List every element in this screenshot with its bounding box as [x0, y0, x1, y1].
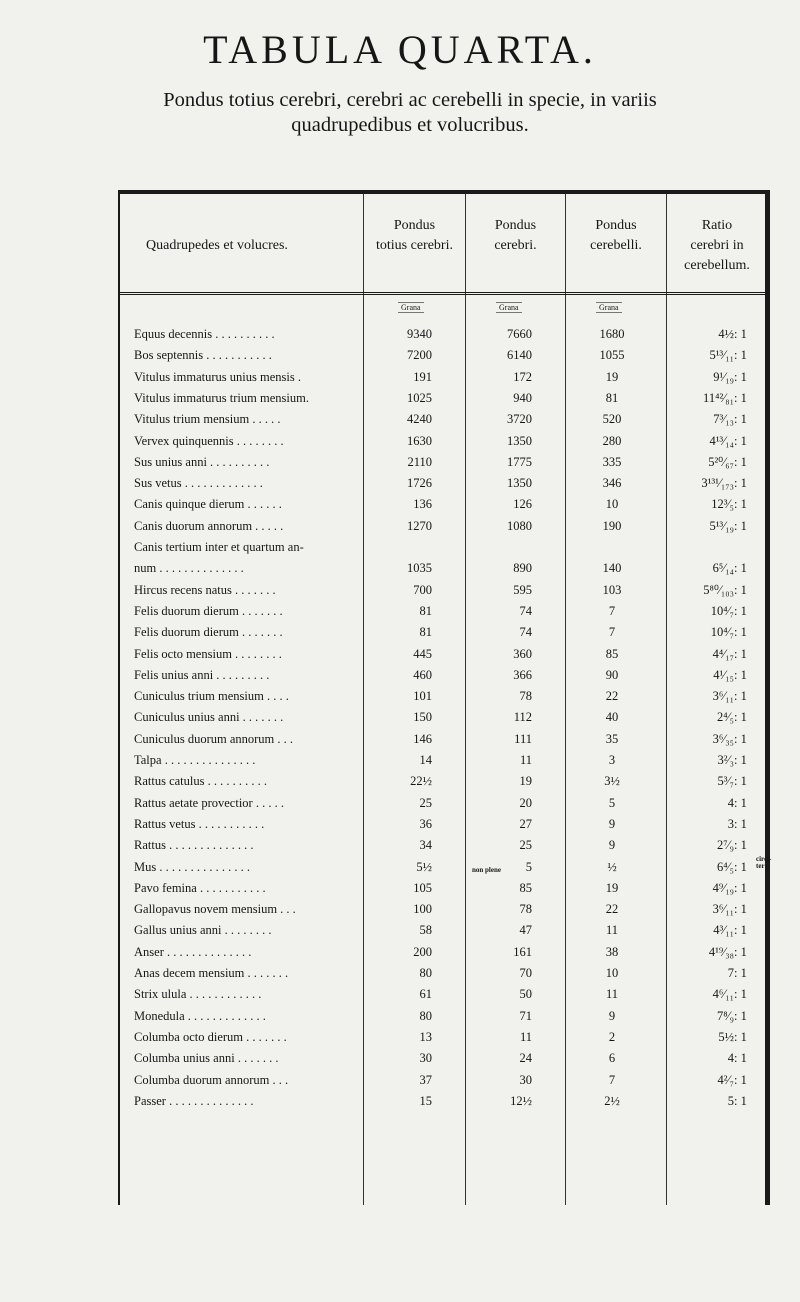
table-row [120, 539, 768, 562]
cell-name: Cuniculus trium mensium . . . . [134, 689, 289, 704]
cell-ratio-to: : 1 [734, 1008, 747, 1023]
cell-ratio-to: : 1 [734, 369, 747, 384]
cell-ratio-to: : 1 [734, 816, 747, 831]
table-row [120, 752, 768, 775]
cell-ratio: 4 [727, 1051, 734, 1066]
cell-ratio: 6⁵⁄₁₄ [712, 561, 734, 576]
cell-cerebellum: 9 [608, 838, 616, 853]
cell-ratio: 3⁶⁄₁₁ [712, 689, 734, 704]
cell-name: Rattus vetus . . . . . . . . . . . [134, 816, 265, 831]
unit-label: Grana [596, 302, 622, 313]
cell-ratio-to: : 1 [734, 689, 747, 704]
cell-name: Sus vetus . . . . . . . . . . . . . [134, 476, 263, 491]
cell-total: 61 [419, 987, 432, 1002]
cell-ratio-to: : 1 [734, 753, 747, 767]
cell-cerebellum: 103 [602, 582, 622, 597]
cell-total: 37 [419, 1072, 432, 1087]
cell-total: 100 [413, 902, 432, 917]
cell-total: 191 [413, 369, 432, 384]
table-row [120, 795, 768, 818]
table-row [120, 688, 768, 711]
cell-total: 700 [413, 582, 432, 597]
cell-ratio: 4 [727, 795, 734, 810]
cell-cerebrum: 20 [519, 795, 532, 810]
cell-cerebrum: 19 [519, 774, 532, 789]
cell-total: 81 [419, 625, 432, 640]
cell-cerebellum: ½ [607, 859, 617, 874]
cell-total: 1270 [407, 518, 432, 533]
cell-ratio: 4½ [718, 327, 734, 341]
cell-cerebellum: 22 [605, 902, 619, 917]
cell-ratio-to: : 1 [734, 731, 747, 746]
table-row [120, 347, 768, 370]
cell-total: 80 [419, 966, 432, 980]
cell-name: Cuniculus unius anni . . . . . . . [134, 710, 284, 725]
cell-cerebrum: 1775 [507, 454, 532, 469]
cell-cerebrum: 1350 [507, 476, 532, 491]
table-row [120, 965, 768, 988]
cell-cerebellum: 9 [608, 1008, 616, 1023]
cell-total: 4240 [407, 412, 432, 427]
cell-cerebrum: 111 [514, 731, 532, 746]
cell-ratio-to: : 1 [734, 1029, 747, 1044]
cell-name: Monedula . . . . . . . . . . . . . [134, 1008, 266, 1023]
cell-cerebrum: 71 [519, 1008, 532, 1023]
cell-cerebellum: 1680 [599, 327, 625, 341]
cell-name: Hircus recens natus . . . . . . . [134, 582, 276, 597]
cell-name: Vitulus trium mensium . . . . . [134, 412, 281, 427]
cell-cerebrum: 25 [519, 838, 532, 853]
cell-ratio-to: : 1 [734, 923, 747, 938]
table-row [120, 816, 768, 839]
unit-label: Grana [496, 302, 522, 313]
cell-total: 15 [419, 1093, 432, 1108]
cell-ratio-to: : 1 [734, 625, 747, 640]
cell-cerebellum: 19 [605, 369, 619, 384]
cell-total: 7200 [407, 348, 432, 363]
cell-total: 30 [419, 1051, 432, 1066]
cell-name: Talpa . . . . . . . . . . . . . . . [134, 753, 256, 767]
cell-cerebellum: 11 [605, 987, 619, 1002]
cell-ratio-to: : 1 [734, 561, 747, 576]
cell-cerebellum: 1055 [599, 348, 625, 363]
table-row [120, 369, 768, 392]
cell-ratio: 5⁸⁰⁄₁₀₃ [703, 582, 734, 597]
cell-cerebrum: 24 [519, 1051, 532, 1066]
cell-name: Felis unius anni . . . . . . . . . [134, 667, 270, 682]
cell-ratio: 5¹³⁄₁₁ [709, 348, 734, 363]
table-row [120, 667, 768, 690]
cell-ratio-note: circi- ter [756, 854, 772, 870]
cell-name: Gallus unius anni . . . . . . . . [134, 923, 272, 938]
table-row [120, 518, 768, 541]
cell-ratio-to: : 1 [734, 838, 747, 853]
cell-ratio-to: : 1 [734, 348, 747, 363]
cell-ratio: 11⁴²⁄₈₁ [703, 390, 734, 405]
cell-cerebellum: 22 [605, 689, 619, 704]
cell-cerebrum: 6140 [507, 348, 532, 363]
table-row [120, 901, 768, 924]
table-row [120, 854, 772, 882]
cell-cerebellum: 280 [602, 433, 622, 448]
cell-cerebrum: 366 [513, 667, 532, 682]
table-row [120, 837, 768, 860]
cell-ratio-to: : 1 [734, 1051, 747, 1066]
cell-ratio: 6⁴⁄₅ [716, 859, 734, 874]
cell-total: 2110 [407, 454, 432, 469]
cell-ratio-to: : 1 [734, 902, 747, 917]
table-row [120, 560, 768, 583]
cell-cerebrum: 47 [519, 923, 532, 938]
table-row [120, 1008, 768, 1031]
cell-total: 150 [413, 710, 432, 725]
cell-cerebellum: 85 [605, 646, 619, 661]
cell-name: Canis quinque dierum . . . . . . [134, 497, 282, 512]
cell-cerebrum: 1080 [507, 518, 532, 533]
cell-cerebrum: 27 [519, 816, 532, 831]
cell-ratio: 4¹³⁄₁₄ [709, 433, 734, 448]
cell-ratio-to: : 1 [734, 454, 747, 469]
cell-ratio-to: : 1 [734, 646, 747, 661]
cell-total: 81 [419, 603, 432, 618]
cell-cerebrum: 70 [519, 966, 532, 980]
cell-cerebrum: 74 [519, 603, 532, 618]
page-subtitle [90, 88, 730, 138]
table-row [120, 433, 768, 456]
cell-ratio: 5³⁄₇ [717, 774, 734, 789]
cell-ratio: 9¹⁄₁₉ [713, 369, 734, 384]
cell-ratio-to: : 1 [734, 582, 747, 597]
cell-total: 200 [413, 944, 432, 959]
table-row [120, 454, 768, 477]
cell-cerebrum: 74 [519, 625, 532, 640]
cell-cerebellum: 7 [608, 1072, 616, 1087]
cell-name: Columba octo dierum . . . . . . . [134, 1029, 287, 1044]
cell-cerebrum: 78 [519, 689, 532, 704]
cell-ratio-to: : 1 [734, 1072, 747, 1087]
cell-ratio: 3 [727, 816, 734, 831]
cell-cerebrum: 85 [519, 880, 532, 895]
cell-name: Felis octo mensium . . . . . . . . [134, 646, 282, 661]
cell-name: Equus decennis . . . . . . . . . . [134, 327, 275, 341]
cell-name: Anser . . . . . . . . . . . . . . [134, 944, 252, 959]
cell-cerebellum: 520 [602, 412, 622, 427]
cell-name: Gallopavus novem mensium . . . [134, 902, 296, 917]
cell-cerebrum: 30 [519, 1072, 532, 1087]
cell-cerebrum: 126 [513, 497, 532, 512]
cell-cerebellum: 2 [608, 1029, 616, 1044]
table-row [120, 922, 768, 945]
cell-name: Anas decem mensium . . . . . . . [134, 966, 289, 980]
cell-cerebrum: 595 [513, 582, 532, 597]
cell-name: Rattus catulus . . . . . . . . . . [134, 774, 267, 789]
cell-total: 1035 [407, 561, 432, 576]
cell-cerebellum: 5 [608, 795, 616, 810]
page-title: TABULA QUARTA. [203, 27, 597, 72]
cell-ratio-to: : 1 [734, 795, 747, 810]
cell-cerebrum: 940 [513, 390, 532, 405]
cell-ratio-to: : 1 [734, 433, 747, 448]
cell-ratio: 4¹⁹⁄₃₈ [708, 944, 734, 959]
table-row [120, 326, 768, 349]
cell-ratio: 4⁶⁄₁₁ [712, 987, 734, 1002]
cell-total: 14 [419, 753, 432, 767]
table-row [120, 731, 768, 754]
cell-ratio-to: : 1 [734, 412, 747, 427]
cell-total: 105 [413, 880, 432, 895]
cell-name: Vitulus immaturus trium mensium. [134, 390, 309, 405]
cell-ratio-to: : 1 [734, 710, 747, 725]
cell-total: 34 [419, 838, 432, 853]
cell-cerebellum: 3½ [604, 774, 620, 789]
cell-ratio: 4¹⁄₁₅ [713, 667, 734, 682]
cell-cerebellum: 10 [605, 966, 619, 980]
cell-total: 101 [413, 689, 432, 704]
cell-ratio: 10⁴⁄₇ [710, 603, 734, 618]
cell-cerebrum: 78 [519, 902, 532, 917]
cell-cerebellum: 38 [605, 944, 619, 959]
header-rule [120, 292, 765, 295]
cell-name: Felis duorum dierum . . . . . . . [134, 603, 283, 618]
cell-ratio-to: : 1 [734, 476, 747, 491]
cell-name: Strix ulula . . . . . . . . . . . . [134, 987, 262, 1002]
table-row [120, 496, 768, 519]
cell-cerebrum: 1350 [507, 433, 532, 448]
cell-total: 136 [413, 497, 432, 512]
cell-ratio: 3²⁄₃ [717, 753, 734, 767]
table-row [120, 411, 768, 434]
cell-name: Vitulus immaturus unius mensis . [134, 369, 301, 384]
table-row [120, 603, 768, 626]
cell-cerebrum: 360 [513, 646, 532, 661]
cell-cerebrum: 12½ [510, 1093, 532, 1108]
cell-total: 58 [419, 923, 432, 938]
cell-total: 1726 [407, 476, 432, 491]
cell-ratio: 7⁸⁄₉ [716, 1008, 734, 1023]
table-row [120, 475, 768, 498]
cell-name: Pavo femina . . . . . . . . . . . [134, 880, 266, 895]
subtitle-line-1: Pondus totius cerebri, cerebri ac cerebelli in specie, in variis [163, 89, 657, 111]
cell-cerebellum: 19 [605, 880, 619, 895]
cell-cerebrum: 7660 [507, 327, 532, 341]
cell-cerebellum: 3 [608, 753, 616, 767]
cell-cerebellum: 190 [602, 518, 622, 533]
cell-ratio: 7³⁄₁₃ [713, 412, 734, 427]
table-row [120, 646, 768, 669]
cell-ratio-to: : 1 [734, 944, 747, 959]
cell-cerebrum: 172 [513, 369, 532, 384]
cell-total: 13 [419, 1029, 432, 1044]
cell-cerebellum: 2½ [604, 1093, 620, 1108]
cell-ratio: 2⁷⁄₉ [716, 838, 734, 853]
cell-ratio: 4³⁄₁₁ [713, 923, 734, 938]
cell-ratio: 3¹³¹⁄₁₇₃ [701, 476, 734, 491]
cell-cerebellum: 35 [605, 731, 619, 746]
cell-name: Rattus aetate provectior . . . . . [134, 795, 284, 810]
table-row [120, 1072, 768, 1095]
table-row [120, 582, 768, 605]
cell-cerebellum: 140 [602, 561, 622, 576]
cell-cerebrum: 11 [519, 753, 532, 767]
table-row [120, 880, 768, 903]
cell-cerebrum: 890 [513, 561, 532, 576]
header-cerebellum: Pondus cerebelli. [590, 218, 642, 253]
cell-total: 36 [419, 816, 432, 831]
cell-cerebrum: 11 [519, 1029, 532, 1044]
cell-total: 1630 [407, 433, 432, 448]
table-row [120, 1029, 768, 1052]
cell-cerebellum: 6 [608, 1051, 616, 1066]
table-row [120, 1050, 768, 1073]
cell-cerebellum: 81 [605, 390, 619, 405]
header-animals: Quadrupedes et volucres. [146, 238, 288, 253]
cell-total: 25 [419, 795, 432, 810]
cell-name: Mus . . . . . . . . . . . . . . . [134, 859, 250, 874]
cell-ratio: 7 [727, 966, 734, 980]
table-row [120, 709, 768, 732]
cell-name: num . . . . . . . . . . . . . . [134, 561, 244, 576]
cell-ratio-to: : 1 [734, 987, 747, 1002]
cell-cerebellum: 9 [608, 816, 616, 831]
cell-ratio-to: : 1 [734, 603, 747, 618]
cell-cerebrum: 161 [513, 944, 532, 959]
header-ratio: Ratio cerebri in cerebellum. [684, 218, 750, 273]
cell-cerebellum: 335 [602, 454, 622, 469]
cell-cerebellum: 7 [608, 625, 616, 640]
cell-ratio: 4⁴⁄₁₇ [712, 646, 734, 661]
cell-ratio-to: : 1 [734, 667, 747, 682]
cell-ratio: 10⁴⁄₇ [710, 625, 734, 640]
cell-ratio: 2⁴⁄₅ [716, 710, 734, 725]
cell-ratio: 3⁶⁄₁₁ [712, 902, 734, 917]
cell-name: Felis duorum dierum . . . . . . . [134, 625, 283, 640]
cell-total: 1025 [407, 390, 432, 405]
cell-total: 5½ [416, 859, 432, 874]
cell-name: Bos septennis . . . . . . . . . . . [134, 348, 272, 363]
cell-ratio-to: : 1 [734, 966, 747, 980]
cell-ratio: 4⁹⁄₁₉ [712, 880, 734, 895]
cell-total: 460 [413, 667, 432, 682]
table-row [120, 1093, 768, 1116]
table-row [120, 773, 768, 796]
cell-ratio-to: : 1 [734, 518, 747, 533]
cell-name: Rattus . . . . . . . . . . . . . . [134, 838, 254, 853]
cell-cerebellum: 90 [605, 667, 619, 682]
subtitle-line-2: quadrupedibus et volucribus. [291, 114, 529, 136]
cell-ratio-to: : 1 [734, 327, 747, 341]
cell-total: 146 [413, 731, 432, 746]
table-row [120, 986, 768, 1009]
table-row [120, 944, 768, 967]
data-table [118, 190, 770, 1205]
cell-ratio: 5 [727, 1093, 734, 1108]
cell-cerebellum: 10 [605, 497, 619, 512]
cell-cerebellum: 7 [608, 603, 616, 618]
cell-cerebellum: 346 [602, 476, 622, 491]
cell-total: 22½ [410, 774, 432, 789]
cell-name: Vervex quinquennis . . . . . . . . [134, 433, 284, 448]
cell-ratio: 5²⁰⁄₆₇ [708, 454, 734, 469]
cell-ratio-to: : 1 [734, 859, 747, 874]
cell-name: Canis tertium inter et quartum an- [134, 540, 304, 554]
cell-ratio-to: : 1 [734, 1093, 747, 1108]
cell-ratio-to: : 1 [734, 497, 747, 512]
cell-ratio: 12³⁄₅ [711, 497, 734, 512]
cell-total: 9340 [407, 327, 432, 341]
header-total: Pondus totius cerebri. [376, 218, 453, 253]
cell-cerebellum: 40 [605, 710, 619, 725]
cell-name: Columba unius anni . . . . . . . [134, 1051, 279, 1066]
cell-ratio: 5½ [718, 1029, 734, 1044]
unit-label: Grana [398, 302, 424, 313]
table-row [120, 390, 768, 413]
cell-ratio-to: : 1 [734, 774, 747, 789]
cell-cerebrum: 50 [519, 987, 532, 1002]
cell-name: Cuniculus duorum annorum . . . [134, 731, 294, 746]
table-row [120, 624, 768, 647]
cell-name: Columba duorum annorum . . . [134, 1072, 289, 1087]
cell-ratio: 4²⁄₇ [717, 1072, 734, 1087]
cell-note: non plene [472, 865, 501, 874]
cell-ratio-to: : 1 [734, 390, 747, 405]
cell-cerebrum: 112 [513, 710, 532, 725]
cell-ratio: 3⁶⁄₃₅ [712, 731, 734, 746]
header-cerebrum: Pondus cerebri. [494, 218, 537, 253]
cell-cerebrum: 5 [525, 859, 532, 874]
cell-total: 80 [419, 1008, 432, 1023]
cell-cerebellum: 11 [605, 923, 619, 938]
cell-name: Canis duorum annorum . . . . . [134, 518, 284, 533]
cell-name: Passer . . . . . . . . . . . . . . [134, 1093, 254, 1108]
cell-total: 445 [413, 646, 432, 661]
cell-ratio-to: : 1 [734, 880, 747, 895]
cell-name: Sus unius anni . . . . . . . . . . [134, 454, 270, 469]
cell-ratio: 5¹³⁄₁₉ [709, 518, 734, 533]
cell-cerebrum: 3720 [507, 412, 532, 427]
